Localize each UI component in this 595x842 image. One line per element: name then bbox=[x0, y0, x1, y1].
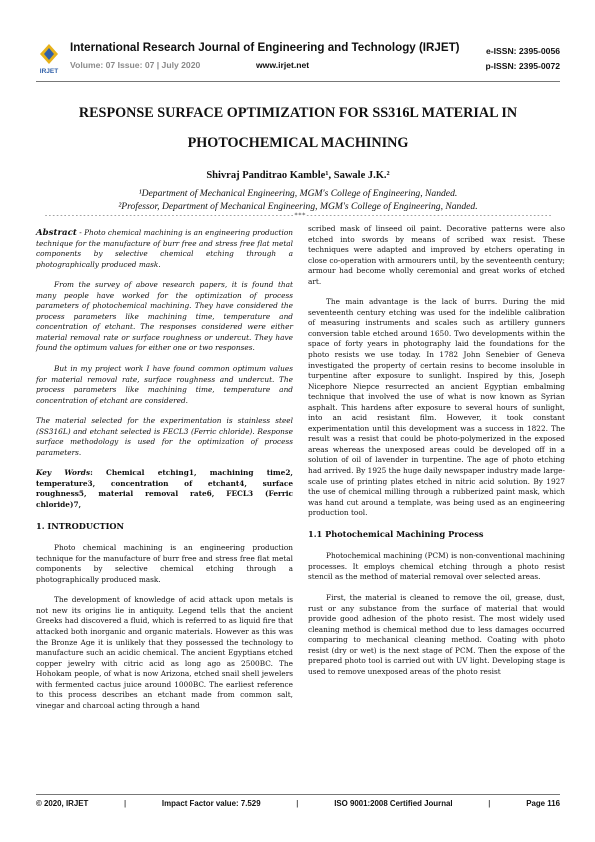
intro-heading: 1. INTRODUCTION bbox=[36, 520, 125, 531]
header-rule bbox=[36, 81, 560, 82]
footer-divider: | bbox=[488, 799, 491, 808]
right-paragraph-2: The main advantage is the lack of burrs. During the mid seventeenth century etching was used for the indelible calibration of measuring instruments and scales such as artillery gunners conversion table etched around 1650. Two developments within the space of forty years in photography laid the foundations for the photo resists we use today. In 1782 John Senebier of Geneva investigated the property of certain resins to become insoluble in turpentine after exposure to sunlight. Inspired by this, Joseph Nicephore Niepce resurrected an ancient Egyptian embalming technique that involved the use of what is now known as Syrian asphalt. This hardens after exposure to several hours of sunlight, into an acid resistant film. However, it took constant experimentation until this development was a success in 1822. The result was a resist that could be photo-polymerized in the exposed areas whereas the unexposed areas could be developed off in a solution of oil of lavender in turpentine. The age of photo etching had arrived. By 1925 the huge daily newspaper industry made large-scale use of printing plates etched in nitric acid solution. By 1927 the use of chemical milling through a rubberized paint mask, which was hand cut around a template, was being used as an engineering production tool. bbox=[308, 297, 565, 518]
pcm-process-heading: 1.1 Photochemical Machining Process bbox=[308, 528, 484, 539]
intro-paragraph-1: Photo chemical machining is an engineering production technique for the manufacture of burr free and stress free flat metal components by selective chemical etching through a photographically produced mask. bbox=[36, 543, 293, 584]
keywords-text: : Chemical etching1, machining time2, temperature3, concentration of etchant4, surface roughness5, material removal rate6, FECL3 (Ferric chloride)7, bbox=[36, 468, 293, 510]
footer-divider: | bbox=[124, 799, 127, 808]
title-line-2: PHOTOCHEMICAL MACHINING bbox=[187, 135, 409, 151]
right-paragraph-3: Photochemical machining (PCM) is non-conventional machining processes. It employs chemical etching through a photo resist stencil as the method of material removal over selected areas. bbox=[308, 551, 565, 582]
abstract-paragraph-4: The material selected for the experimentation is stainless steel (SS316L) and etchant selected is FECL3 (Ferric chloride). Response surface methodology is used for the optimization of process parameters. bbox=[36, 416, 293, 457]
abstract-paragraph-1 bbox=[36, 228, 293, 270]
page-footer bbox=[36, 794, 560, 808]
e-issn: e-ISSN: 2395-0056 bbox=[485, 46, 560, 56]
abstract-paragraph-3: But in my project work I have found common optimum values for material removal rate, surface roughness and undercut. The process parameters like machining time, temperature and concentration of etchant are considered. bbox=[36, 364, 293, 405]
volume-info: Volume: 07 Issue: 07 | July 2020 bbox=[70, 60, 201, 70]
affiliation-1: ¹Department of Mechanical Engineering, MGM's College of Engineering, Nanded. bbox=[138, 188, 458, 199]
authors: Shivraj Panditrao Kamble¹, Sawale J.K.² bbox=[206, 170, 390, 181]
paper-title bbox=[36, 98, 560, 158]
left-column bbox=[36, 228, 293, 721]
section-separator: -----------------------------------------------------------------***---------------------------------------------------------------- bbox=[44, 211, 552, 219]
right-paragraph-1: scribed mask of linseed oil paint. Decorative patterns were also etched into swords by means of scribed wax resist. These techniques were adapted and improved by etchers operating in close co-operation with armourers until, by the seventeenth century; armour had become wholly ceremonial and great works of etched art. bbox=[308, 224, 565, 286]
right-column bbox=[308, 224, 565, 687]
journal-name: International Research Journal of Engineering and Technology (IRJET) bbox=[70, 41, 460, 54]
affiliation-2: ²Professor, Department of Mechanical Engineering, MGM's College of Engineering, Nanded. bbox=[118, 201, 478, 212]
irjet-logo-icon bbox=[36, 42, 62, 76]
title-line-1: RESPONSE SURFACE OPTIMIZATION FOR SS316L MATERIAL IN bbox=[78, 105, 518, 121]
footer-impact-factor: Impact Factor value: 7.529 bbox=[161, 799, 261, 808]
p-issn: p-ISSN: 2395-0072 bbox=[485, 61, 560, 71]
journal-website: www.irjet.net bbox=[256, 60, 310, 70]
logo-text: IRJET bbox=[39, 68, 59, 75]
footer-copyright: © 2020, IRJET bbox=[36, 799, 89, 808]
page-header bbox=[36, 40, 560, 80]
footer-page-number: Page 116 bbox=[526, 799, 560, 808]
abstract-heading: Abstract bbox=[36, 228, 77, 238]
footer-iso: ISO 9001:2008 Certified Journal bbox=[334, 799, 453, 808]
keywords-label: Key Words bbox=[36, 468, 91, 478]
abstract-paragraph-2: From the survey of above research papers, it is found that many people have worked for the optimization of process parameters of photochemical machining. They have considered the process parameters like machining time, temperature and concentration of etchant. The responses considered were either material removal rate or surface roughness or undercut. They have found the optimum values for either one or two responses. bbox=[36, 280, 293, 353]
keywords bbox=[36, 468, 293, 510]
abstract-text-1: - Photo chemical machining is an engineering production technique for the manufacture of burr free and stress free flat metal components by selective chemical etching through a photographically produced mask. bbox=[36, 228, 293, 269]
right-paragraph-4: First, the material is cleaned to remove the oil, grease, dust, rust or any substance from the surface of material that would provide good adhesion of the photo resist. The most widely used cleaning method is chemical method due to less damages occurred comparing to mechanical cleaning method. Coating with photo resist (dry or wet) is the next stage of PCM. Then the expose of the prepared photo tool is carried out with UV light. Developing stage is used to remove unexposed areas of the photo resist bbox=[308, 592, 565, 676]
intro-paragraph-2: The development of knowledge of acid attack upon metals is not new its origins lie in antiquity. Legend tells that the ancient Greeks had discovered a fluid, which is referred to as liquid fire that attacked both inorganic and organic materials. However as this was the Bronze Age it is unlikely that they possessed the technology to manufacture such an acidic chemical. The ancient Egyptians etched copper jewelry with citric acid as long ago as 2500BC. The Hohokam people, of what is now Arizona, etched snail shell jewelers with fermented cactus juice around 1000BC. The earliest reference to this process describes an etchant made from common salt, vinegar and charcoal acting through a hand bbox=[36, 595, 293, 710]
footer-divider: | bbox=[296, 799, 299, 808]
